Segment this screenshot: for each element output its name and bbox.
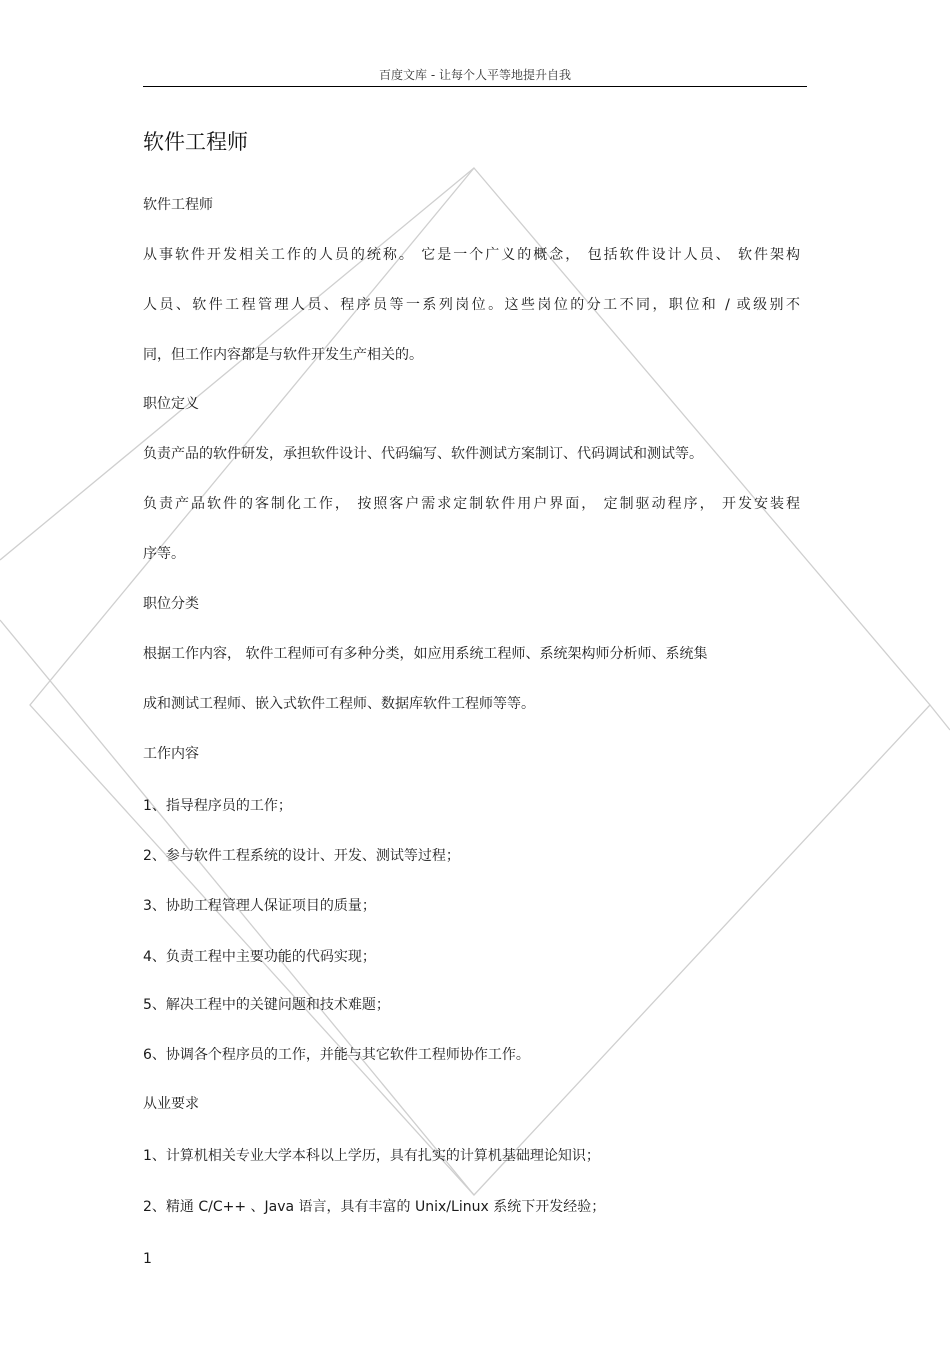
work-item: 6、协调各个程序员的工作，并能与其它软件工程师协作工作。 [143, 1047, 530, 1063]
header-rule [143, 86, 807, 87]
intro-line-3: 同，但工作内容都是与软件开发生产相关的。 [143, 347, 423, 363]
page-number: 1 [143, 1251, 152, 1267]
work-item: 3、协助工程管理人保证项目的质量； [143, 898, 376, 914]
document-title: 软件工程师 [143, 130, 248, 154]
category-line-2: 成和测试工程师、嵌入式软件工程师、数据库软件工程师等等。 [143, 696, 535, 712]
work-item: 2、参与软件工程系统的设计、开发、测试等过程； [143, 848, 460, 864]
work-item: 1、指导程序员的工作； [143, 798, 292, 814]
definition-line-2: 负责产品软件的客制化工作， 按照客户需求定制软件用户界面， 定制驱动程序， 开发安装程 [143, 496, 800, 512]
intro-line-1: 从事软件开发相关工作的人员的统称。 它是一个广义的概念， 包括软件设计人员、 软件架构 [143, 247, 800, 263]
work-item: 5、解决工程中的关键问题和技术难题； [143, 997, 390, 1013]
requirement-item: 2、精通 C/C++ 、Java 语言，具有丰富的 Unix/Linux 系统下开发经验； [143, 1199, 606, 1215]
category-heading: 职位分类 [143, 596, 199, 612]
subtitle: 软件工程师 [143, 197, 213, 213]
definition-line-1: 负责产品的软件研发，承担软件设计、代码编写、软件测试方案制订、代码调试和测试等。 [143, 446, 703, 462]
category-line-1: 根据工作内容， 软件工程师可有多种分类，如应用系统工程师、系统架构师分析师、系统集 [143, 646, 708, 662]
page-header: 百度文库 - 让每个人平等地提升自我 [379, 68, 571, 82]
work-heading: 工作内容 [143, 746, 199, 762]
requirement-item: 1、计算机相关专业大学本科以上学历，具有扎实的计算机基础理论知识； [143, 1148, 600, 1164]
intro-line-2: 人员、软件工程管理人员、程序员等一系列岗位。这些岗位的分工不同，职位和 / 或级别不 [143, 297, 800, 313]
definition-heading: 职位定义 [143, 396, 199, 412]
work-item: 4、负责工程中主要功能的代码实现； [143, 949, 376, 965]
definition-line-3: 序等。 [143, 546, 185, 562]
requirements-heading: 从业要求 [143, 1096, 199, 1112]
